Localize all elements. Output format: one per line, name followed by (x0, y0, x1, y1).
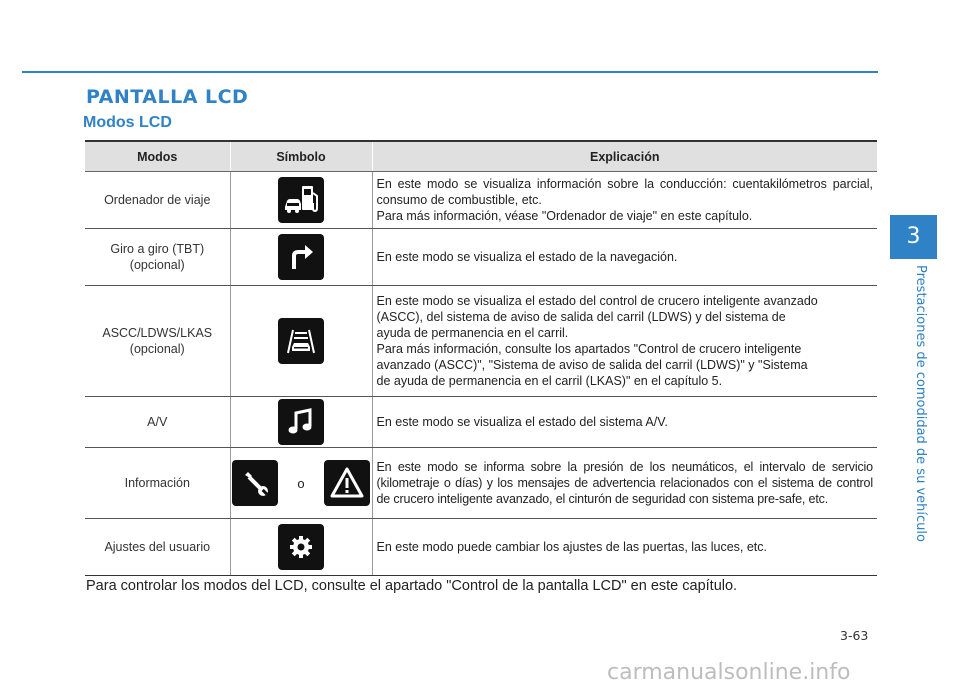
symbol-cell (230, 448, 372, 519)
header-simbolo: Símbolo (230, 141, 372, 172)
table-row (85, 172, 877, 229)
mode-cell (85, 229, 230, 286)
explanation-cell: En este modo se visualiza el estado de la navegación. (372, 229, 877, 286)
top-rule (22, 71, 878, 73)
explanation-cell: En este modo puede cambiar los ajustes de las puertas, las luces, etc. (372, 519, 877, 576)
mode-line: (opcional) (129, 258, 185, 272)
symbol-cell (230, 397, 372, 448)
warning-triangle-icon (324, 460, 370, 506)
table-row (85, 229, 877, 286)
symbol-cell (230, 519, 372, 576)
footer-note: Para controlar los modos del LCD, consulte el apartado "Control de la pantalla LCD" en este capítulo. (86, 578, 738, 594)
mode-line: (opcional) (129, 342, 185, 356)
mode-cell: Ordenador de viaje (85, 172, 230, 229)
explanation-cell: En este modo se visualiza el estado del sistema A/V. (372, 397, 877, 448)
explanation-line: (ASCC), del sistema de aviso de salida del carril (LDWS) y del sistema de (376, 310, 786, 324)
table-row (85, 397, 877, 448)
table-row (85, 286, 877, 397)
table-row (85, 448, 877, 519)
explanation-line: Para más información, consulte los apartados "Control de crucero inteligente (376, 342, 802, 356)
section-title: PANTALLA LCD (86, 86, 249, 108)
watermark: carmanualsonline.info (607, 660, 851, 685)
turn-right-arrow-icon (278, 234, 324, 280)
mode-cell (85, 286, 230, 397)
mode-cell: Ajustes del usuario (85, 519, 230, 576)
mode-line: Giro a giro (TBT) (110, 242, 205, 256)
mode-cell: Información (85, 448, 230, 519)
header-explicacion: Explicación (372, 141, 877, 172)
lcd-modes-table (85, 140, 877, 576)
mode-cell: A/V (85, 397, 230, 448)
music-note-icon (278, 399, 324, 445)
gear-icon (278, 524, 324, 570)
explanation-line: de ayuda de permanencia en el carril (LKAS)" en el capítulo 5. (376, 374, 723, 388)
explanation-line: avanzado (ASCC)", "Sistema de aviso de salida del carril (LDWS)" y "Sistema (376, 358, 808, 372)
symbol-cell (230, 286, 372, 397)
explanation-cell: En este modo se informa sobre la presión de los neumáticos, el intervalo de servicio (kilometraje o días) y los mensajes de advertencia relacionados con el sistema de control de crucero inteligente avanzado, el cinturón de seguridad con sistema pre-safe, etc. (372, 448, 877, 519)
table-row (85, 519, 877, 576)
page-number: 3-63 (840, 628, 869, 643)
explanation-line: En este modo se visualiza información sobre la conducción: cuentakilómetros parcial, consumo de combustible, etc. (376, 177, 873, 207)
explanation-line: ayuda de permanencia en el carril. (376, 326, 569, 340)
symbol-cell (230, 172, 372, 229)
symbol-cell (230, 229, 372, 286)
table-header-row (85, 141, 877, 172)
trip-computer-icon (278, 177, 324, 223)
wrench-icon (232, 460, 278, 506)
chapter-side-title: Prestaciones de comodidad de su vehículo (913, 265, 928, 542)
header-modos: Modos (85, 141, 230, 172)
mode-line: ASCC/LDWS/LKAS (102, 326, 213, 340)
or-label: o (297, 475, 305, 491)
explanation-cell (372, 286, 877, 397)
chapter-tab: 3 (890, 215, 937, 259)
explanation-cell (372, 172, 877, 229)
subsection-title: Modos LCD (83, 114, 172, 131)
lane-assist-icon (278, 318, 324, 364)
explanation-line: Para más información, véase "Ordenador de viaje" en este capítulo. (376, 209, 753, 223)
explanation-line: En este modo se visualiza el estado del control de crucero inteligente avanzado (376, 294, 818, 308)
